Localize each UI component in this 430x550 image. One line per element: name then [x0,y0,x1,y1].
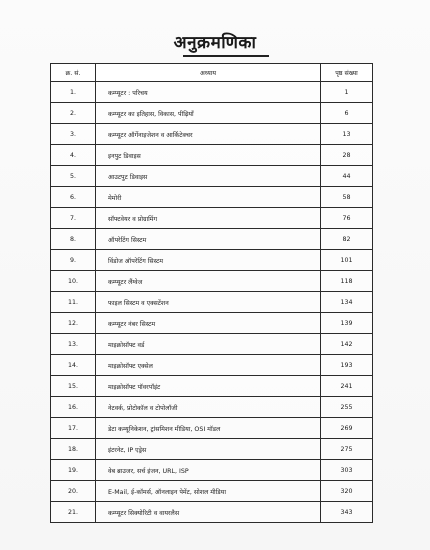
row-page: 101 [321,250,373,271]
row-page: 303 [321,460,373,481]
row-topic: कम्प्यूटर : परिचय [96,82,321,103]
row-topic: आउटपुट डिवाइस [96,166,321,187]
row-page: 44 [321,166,373,187]
row-number: 3. [51,124,96,145]
row-page: 13 [321,124,373,145]
row-topic: डेटा कम्यूनिकेशन, ट्रांसमिशन मीडिया, OSI मॉडल [96,418,321,439]
page-title: अनुक्रमणिका [173,33,257,53]
row-topic: नेटवर्क, प्रोटोकॉल व टोपोलॉजी [96,397,321,418]
row-page: 255 [321,397,373,418]
table-header-row [51,64,373,82]
row-topic: मेमोरी [96,187,321,208]
header-page: पृष्ठ संख्या [321,64,373,82]
header-topic: अध्याय [96,64,321,82]
table-row [51,355,373,376]
row-topic: माइक्रोसॉफ्ट पॉवरपॉइंट [96,376,321,397]
row-page: 269 [321,418,373,439]
row-page: 241 [321,376,373,397]
row-number: 14. [51,355,96,376]
row-topic: माइक्रोसॉफ्ट वर्ड [96,334,321,355]
table-row [51,481,373,502]
row-number: 18. [51,439,96,460]
row-topic: सॉफ्टवेयर व प्रोग्रामिंग [96,208,321,229]
table-row [51,418,373,439]
row-number: 21. [51,502,96,523]
row-number: 20. [51,481,96,502]
row-number: 8. [51,229,96,250]
row-topic: फाइल सिस्टम व एक्सटेंशन [96,292,321,313]
row-number: 4. [51,145,96,166]
table-row [51,334,373,355]
table-row [51,460,373,481]
table-row [51,250,373,271]
table-row [51,82,373,103]
row-page: 6 [321,103,373,124]
row-topic: माइक्रोसॉफ्ट एक्सेल [96,355,321,376]
table-row [51,502,373,523]
row-number: 13. [51,334,96,355]
row-page: 58 [321,187,373,208]
table-row [51,229,373,250]
row-topic: वेब ब्राउजर, सर्च इंजन, URL, ISP [96,460,321,481]
row-page: 134 [321,292,373,313]
row-number: 12. [51,313,96,334]
row-topic: कम्प्यूटर ऑर्गेनाइजेशन व आर्किटेक्चर [96,124,321,145]
row-topic: इनपुट डिवाइस [96,145,321,166]
table-row [51,145,373,166]
row-page: 142 [321,334,373,355]
row-number: 16. [51,397,96,418]
row-number: 6. [51,187,96,208]
table-row [51,208,373,229]
row-topic: कम्प्यूटर लैंग्वेज [96,271,321,292]
row-page: 1 [321,82,373,103]
row-page: 320 [321,481,373,502]
row-page: 118 [321,271,373,292]
row-page: 343 [321,502,373,523]
table-row [51,187,373,208]
row-topic: विंडोज ऑपरेटिंग सिस्टम [96,250,321,271]
table-row [51,103,373,124]
row-page: 193 [321,355,373,376]
table-row [51,271,373,292]
row-topic: ऑपरेटिंग सिस्टम [96,229,321,250]
row-number: 10. [51,271,96,292]
table-row [51,124,373,145]
table-row [51,292,373,313]
row-topic: कम्प्यूटर नंबर सिस्टम [96,313,321,334]
row-number: 5. [51,166,96,187]
title-underline [183,55,269,57]
table-row [51,166,373,187]
row-number: 9. [51,250,96,271]
table-row [51,439,373,460]
row-number: 1. [51,82,96,103]
table-row [51,397,373,418]
row-number: 7. [51,208,96,229]
row-page: 28 [321,145,373,166]
row-page: 139 [321,313,373,334]
row-page: 82 [321,229,373,250]
row-number: 15. [51,376,96,397]
table-row [51,313,373,334]
row-page: 76 [321,208,373,229]
row-page: 275 [321,439,373,460]
row-topic: कम्प्यूटर सिक्योरिटी व वायरलैस [96,502,321,523]
row-number: 19. [51,460,96,481]
row-topic: कम्प्यूटर का इतिहास, विकास, पीढ़ियाँ [96,103,321,124]
row-topic: इंटरनेट, IP एड्रेस [96,439,321,460]
row-number: 2. [51,103,96,124]
header-number: क्र. सं. [51,64,96,82]
row-number: 11. [51,292,96,313]
table-row [51,376,373,397]
contents-table [50,63,373,523]
row-topic: E-Mail, ई-कॉमर्स, ऑनलाइन पेमेंट, सोशल मीडिया [96,481,321,502]
row-number: 17. [51,418,96,439]
